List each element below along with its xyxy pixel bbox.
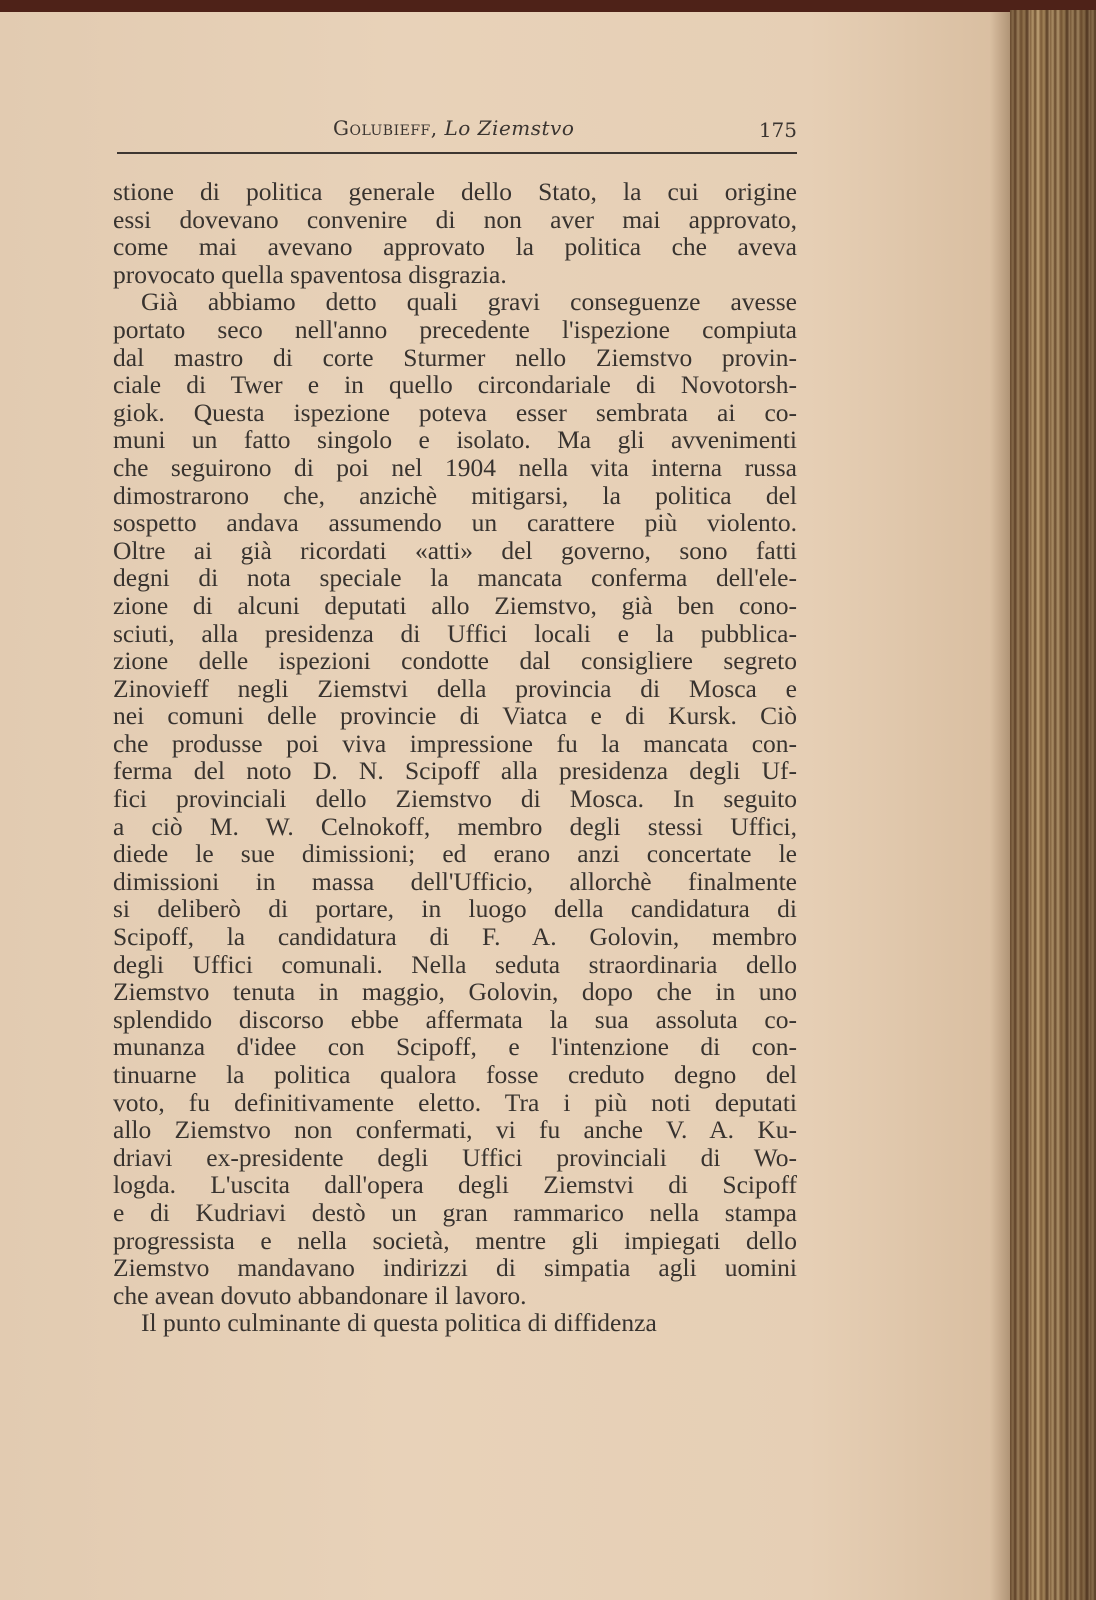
text-line: a ciò M. W. Celnokoff, membro degli stessi Uffici, [113,811,797,841]
page-gutter-shadow [990,12,1012,1600]
body-text [113,178,797,1337]
text-line: driavi ex-presidente degli Uffici provinciali di Wo- [113,1142,797,1172]
text-line: provocato quella spaventosa disgrazia. [113,259,507,289]
text-line: come mai avevano approvato la politica che aveva [113,232,797,262]
text-line: fici provinciali dello Ziemstvo di Mosca. In seguito [113,784,797,814]
book-spine-shade [1010,10,1096,1600]
text-line: sciuti, alla presidenza di Uffici locali e la pubblica- [113,618,797,648]
text-line: munanza d'idee con Scipoff, e l'intenzione di con- [113,1032,797,1062]
text-line: ciale di Twer e in quello circondariale di Novotorsh- [113,370,797,400]
text-line: dal mastro di corte Sturmer nello Ziemstvo provin- [113,342,797,372]
text-line: che seguirono di poi nel 1904 nella vita interna russa [113,452,797,482]
text-line: nei comuni delle provincie di Viatca e di Kursk. Ciò [113,701,797,731]
text-line: Ziemstvo mandavano indirizzi di simpatia agli uomini [113,1253,797,1283]
text-line: Già abbiamo detto quali gravi conseguenze avesse [141,287,797,317]
text-line: voto, fu definitivamente eletto. Tra i più noti deputati [113,1087,797,1117]
book-top-edge [0,0,1096,12]
text-line: degli Uffici comunali. Nella seduta straordinaria dello [113,949,797,979]
text-line: degni di nota speciale la mancata conferma dell'ele- [113,563,797,593]
text-line: che avean dovuto abbandonare il lavoro. [113,1280,527,1310]
text-line: sospetto andava assumendo un carattere più violento. [113,508,797,538]
text-line: Scipoff, la candidatura di F. A. Golovin, membro [113,922,797,952]
running-head-author: Golubieff, [333,116,438,140]
text-line: progressista e nella società, mentre gli impiegati dello [113,1225,797,1255]
text-line: Il punto culminante di questa politica di diffidenza [141,1308,657,1338]
text-line: splendido discorso ebbe affermata la sua assoluta co- [113,1004,797,1034]
text-line: dimissioni in massa dell'Ufficio, allorchè finalmente [113,866,797,896]
text-line: logda. L'uscita dall'opera degli Ziemstvi di Scipoff [113,1170,797,1200]
text-line: e di Kudriavi destò un gran rammarico nella stampa [113,1197,797,1227]
text-line: tinuarne la politica qualora fosse creduto degno del [113,1060,797,1089]
running-head [333,116,574,140]
text-line: stione di politica generale dello Stato, la cui origine [113,177,797,206]
text-line: muni un fatto singolo e isolato. Ma gli avvenimenti [113,425,797,455]
text-line: giok. Questa ispezione poteva esser sembrata ai co- [113,397,797,427]
text-line: Zinovieff negli Ziemstvi della provincia di Mosca e [113,673,797,703]
text-line: dimostrarono che, anzichè mitigarsi, la politica del [113,480,797,510]
text-line: diede le sue dimissioni; ed erano anzi concertate le [113,839,797,869]
text-line: Ziemstvo tenuta in maggio, Golovin, dopo che in uno [113,977,797,1007]
text-line: che produsse poi viva impressione fu la mancata con- [113,728,797,758]
running-head-title: Lo Ziemstvo [444,116,575,140]
text-line: zione delle ispezioni condotte dal consigliere segreto [113,646,797,676]
text-line: allo Ziemstvo non confermati, vi fu anche V. A. Ku- [113,1115,797,1145]
text-line: Oltre ai già ricordati «atti» del governo, sono fatti [113,535,797,565]
text-line: zione di alcuni deputati allo Ziemstvo, già ben cono- [113,590,797,620]
text-line: portato seco nell'anno precedente l'ispezione compiuta [113,314,797,344]
page-number: 175 [758,118,797,142]
text-line: si deliberò di portare, in luogo della candidatura di [113,894,797,924]
text-line: essi dovevano convenire di non aver mai approvato, [113,204,797,234]
running-header [113,116,797,156]
header-rule [117,152,797,154]
text-line: ferma del noto D. N. Scipoff alla presidenza degli Uf- [113,756,797,786]
